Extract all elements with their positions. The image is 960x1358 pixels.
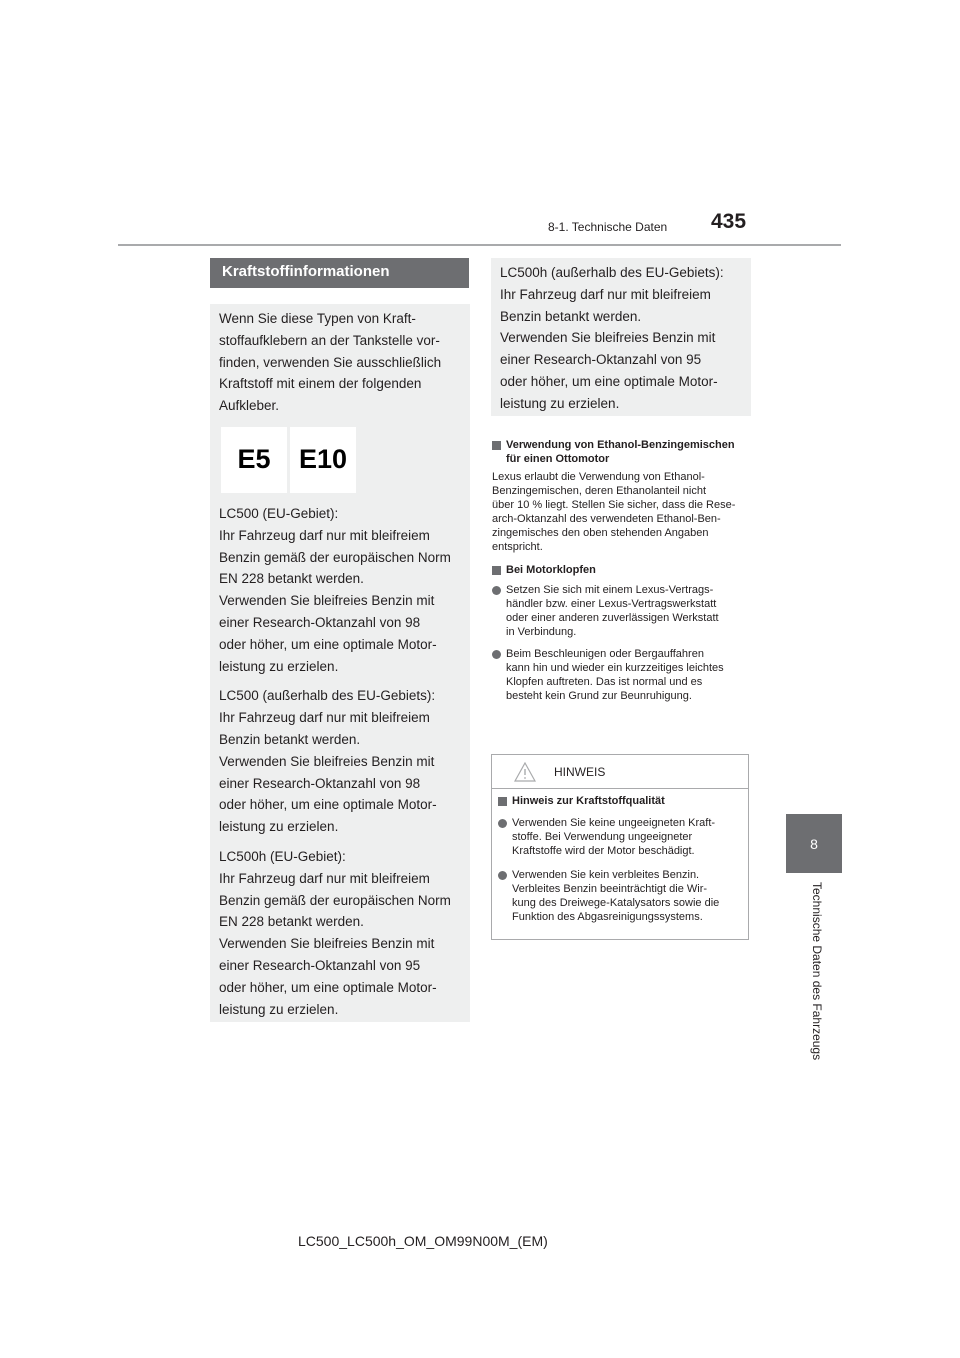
fuel-label-e10-text: E10 [298,444,348,475]
warning-triangle-icon [514,762,536,782]
knocking-heading-text: Bei Motorklopfen [506,564,596,576]
lc500-eu-text: LC500 (EU-Gebiet): Ihr Fahrzeug darf nur mit bleifreiem Benzin gemäß der europäischen Norm EN 228 betankt werden. Verwenden Sie bleifreies Benzin mit einer Research-Oktanzahl von 98 oder höher, um eine optimale Motor- leistung zu erzielen. [219,505,451,674]
notice-title: HINWEIS [554,764,606,779]
knocking-heading [492,563,754,577]
square-bullet-icon [492,441,501,450]
list-item [498,868,740,924]
notice-body [492,789,748,924]
page-number: 435 [711,210,747,233]
list-item-text: Beim Beschleunigen oder Bergauffahren kann hin und wieder ein kurzzeitiges leichtes Klopfen auftreten. Das ist normal und es besteht kein Grund zur Beunruhigung. [506,648,724,702]
round-bullet-icon [498,871,507,880]
notice-heading-text: Hinweis zur Kraftstoffqualität [512,795,665,807]
chapter-tab [786,814,842,873]
main-column [492,438,754,703]
fuel-info-box [210,304,470,1022]
chapter-number: 8 [810,835,818,852]
fuel-info-title: Kraftstoffinformationen [210,258,469,288]
fuel-info-box-continued [491,258,751,416]
document-code: LC500_LC500h_OM_OM99N00M_(EM) [298,1233,548,1249]
square-bullet-icon [492,566,501,575]
round-bullet-icon [498,819,507,828]
lc500h-non-eu-text: LC500h (außerhalb des EU-Gebiets): Ihr Fahrzeug darf nur mit bleifreiem Benzin betankt werden. Verwenden Sie bleifreies Benzin mit einer Research-Oktanzahl von 95 oder höher, um eine optimale Motor- leistung zu erzielen. [500,265,724,411]
ethanol-heading [492,438,754,466]
round-bullet-icon [492,586,501,595]
round-bullet-icon [492,650,501,659]
ethanol-heading-text: Verwendung von Ethanol-Benzingemischen für einen Ottomotor [506,439,735,465]
notice-box [491,754,749,940]
chapter-title: Technische Daten des Fahrzeugs [810,882,824,1061]
list-item-text: Verwenden Sie keine ungeeigneten Kraft- stoffe. Bei Verwendung ungeeigneter Kraftstoffe wird der Motor beschädigt. [512,817,716,857]
list-item-text: Setzen Sie sich mit einem Lexus-Vertrags- händler bzw. einer Lexus-Vertragswerkstatt oder einer anderen zuverlässigen Werkstatt in Verbindung. [506,584,719,638]
notice-header [492,755,748,789]
notice-heading [498,794,740,808]
header-divider [118,244,841,246]
square-bullet-icon [498,797,507,806]
fuel-label-e5 [221,427,287,493]
list-item [492,647,754,703]
lc500h-eu-text: LC500h (EU-Gebiet): Ihr Fahrzeug darf nur mit bleifreiem Benzin gemäß der europäischen Norm EN 228 betankt werden. Verwenden Sie bleifreies Benzin mit einer Research-Oktanzahl von 95 oder höher, um eine optimale Motor- leistung zu erzielen. [219,848,451,1017]
fuel-label-e10 [290,427,356,493]
fuel-info-intro: Wenn Sie diese Typen von Kraft- stoffaufklebern an der Tankstelle vor- finden, verwenden Sie ausschließlich Kraftstoff mit einem der folgenden Aufkleber. [219,311,442,414]
fuel-label-e5-text: E5 [237,444,271,475]
fuel-labels [221,427,470,493]
lc500-non-eu-text: LC500 (außerhalb des EU-Gebiets): Ihr Fahrzeug darf nur mit bleifreiem Benzin betankt werden. Verwenden Sie bleifreies Benzin mit einer Research-Oktanzahl von 98 oder höher, um eine optimale Motor- leistung zu erzielen. [219,688,437,835]
list-item [498,816,740,858]
list-item [492,583,754,639]
ethanol-text: Lexus erlaubt die Verwendung von Ethanol- Benzingemischen, deren Ethanolanteil nicht über 10 % liegt. Stellen Sie sicher, dass die Rese- arch-Oktanzahl des verwendeten Ethanol-Ben- zingemisches den oben stehenden Angaben entspricht. [492,471,736,553]
list-item-text: Verwenden Sie kein verbleites Benzin. Verbleites Benzin beeinträchtigt die Wir- kung des Dreiwege-Katalysators sowie die Funktion des Abgasreinigungssystems. [512,869,720,923]
section-title: 8-1. Technische Daten [548,220,668,234]
